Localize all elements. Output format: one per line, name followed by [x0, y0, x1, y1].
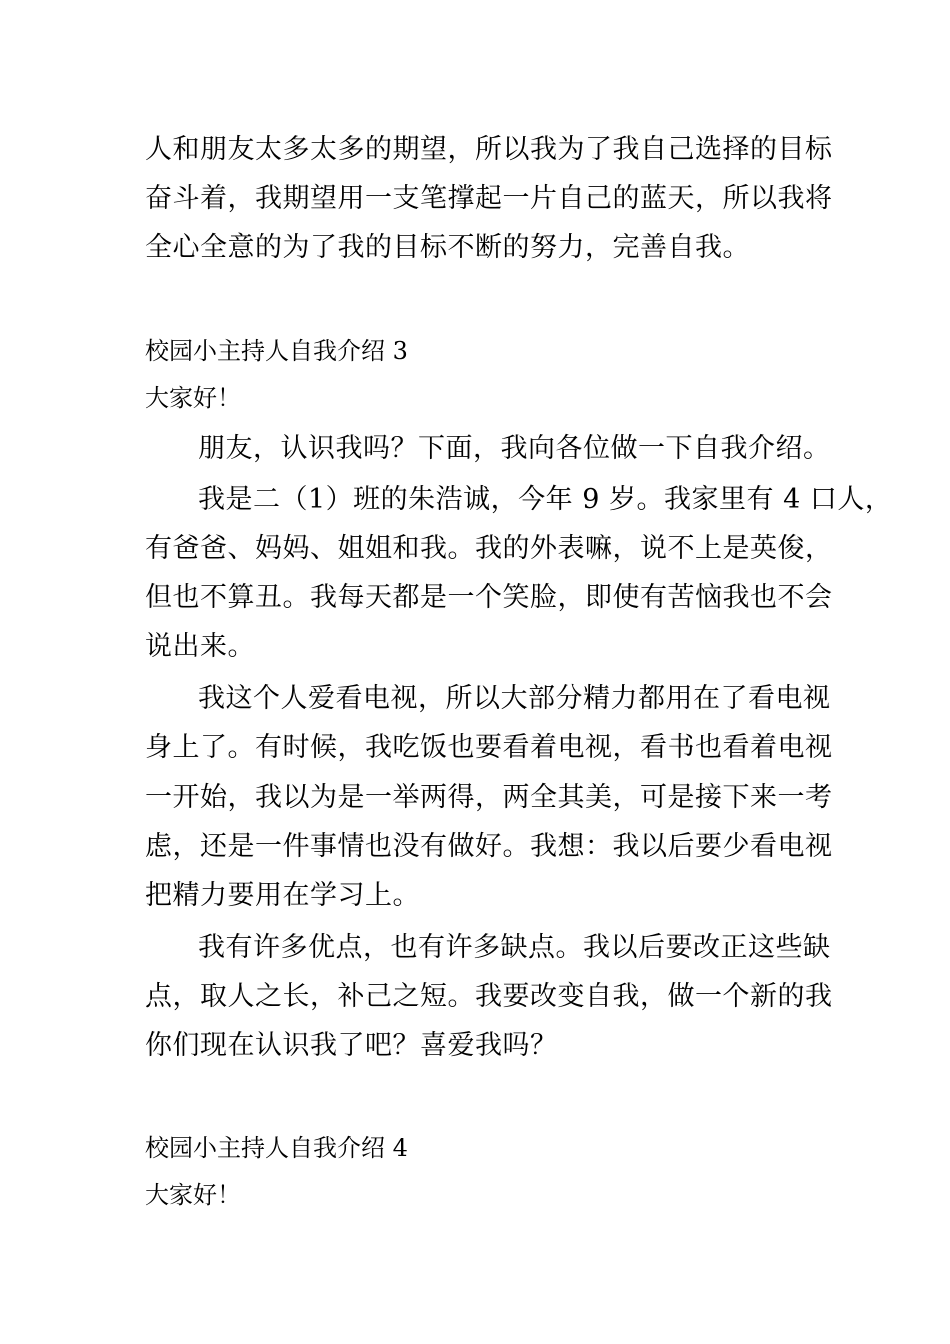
section3-paragraph3-line-1: 我这个人爱看电视，所以大部分精力都用在了看电视: [198, 683, 831, 714]
section3-paragraph3-line-4: 虑，还是一件事情也没有做好。我想：我以后要少看电视: [145, 831, 833, 862]
section3-greeting: 大家好！: [145, 384, 241, 412]
section3-paragraph3-line-5: 把精力要用在学习上。: [145, 880, 420, 911]
section3-paragraph3-line-2: 身上了。有时候，我吃饭也要看着电视，看书也看着电视: [145, 732, 833, 763]
section3-paragraph2-line-4: 说出来。: [145, 631, 255, 662]
section3-paragraph1-line-1: 朋友，认识我吗？下面，我向各位做一下自我介绍。: [198, 433, 831, 464]
section3-paragraph2-line-1: 我是二（1）班的朱浩诚，今年 9 岁。我家里有 4 口人，: [198, 484, 893, 515]
intro-line-3: 全心全意的为了我的目标不断的努力，完善自我。: [145, 232, 750, 263]
intro-line-2: 奋斗着，我期望用一支笔撑起一片自己的蓝天，所以我将: [145, 183, 833, 214]
section3-title: 校园小主持人自我介绍 3: [145, 337, 408, 365]
section3-paragraph2-line-2: 有爸爸、妈妈、姐姐和我。我的外表嘛，说不上是英俊，: [145, 533, 833, 564]
section3-paragraph4-line-3: 你们现在认识我了吧？喜爱我吗？: [145, 1030, 558, 1061]
section3-paragraph4-line-1: 我有许多优点，也有许多缺点。我以后要改正这些缺: [198, 932, 831, 963]
section4-title: 校园小主持人自我介绍 4: [145, 1134, 408, 1162]
section3-paragraph3-line-3: 一开始，我以为是一举两得，两全其美，可是接下来一考: [145, 782, 833, 813]
section4-greeting: 大家好！: [145, 1181, 241, 1209]
section3-paragraph2-line-3: 但也不算丑。我每天都是一个笑脸，即使有苦恼我也不会: [145, 582, 833, 613]
intro-line-1: 人和朋友太多太多的期望，所以我为了我自己选择的目标: [145, 134, 833, 165]
section3-paragraph4-line-2: 点，取人之长，补己之短。我要改变自我，做一个新的我: [145, 981, 833, 1012]
